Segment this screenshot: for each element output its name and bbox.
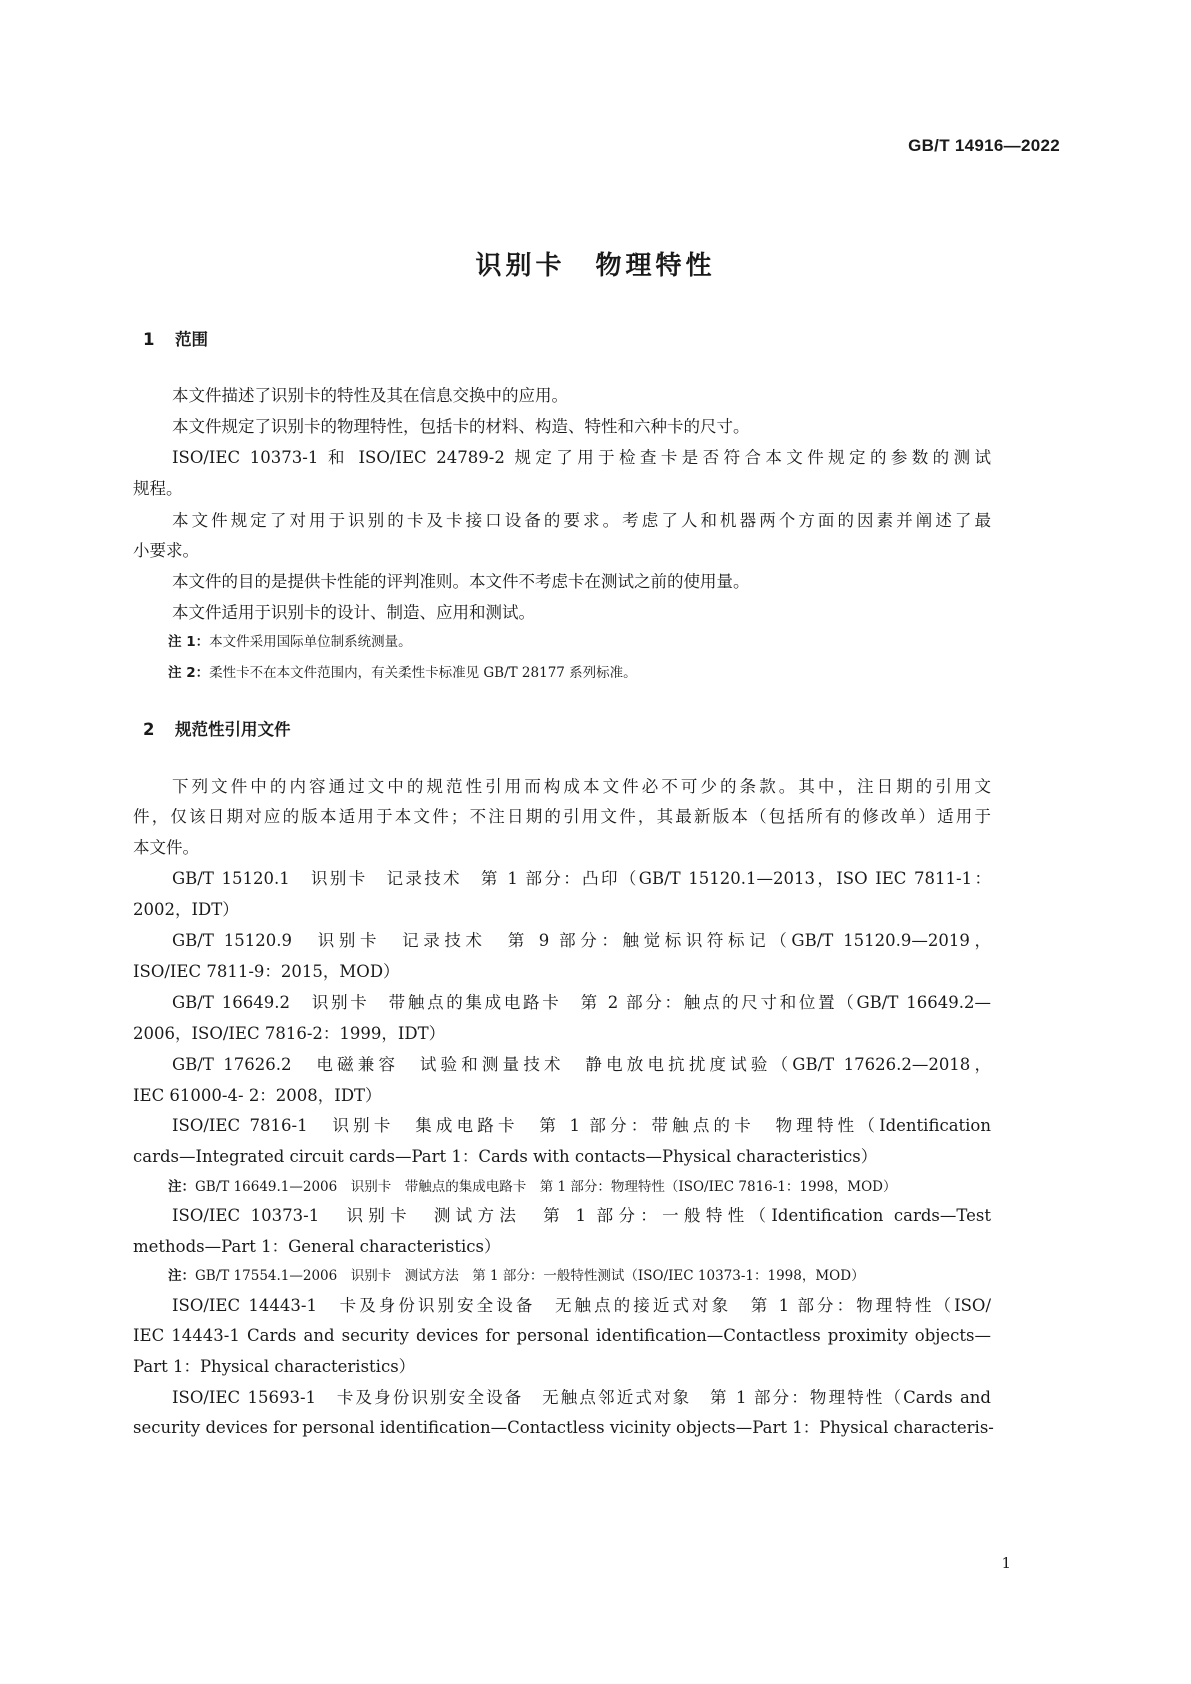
document-title: 识别卡 物理特性: [475, 251, 716, 281]
reference-note: [168, 1175, 897, 1195]
reference-line: IEC 14443-1 Cards and security devices for personal identification—Contactless proximity objects—: [133, 1326, 991, 1345]
reference-line: security devices for personal identification—Contactless vicinity objects—Part 1：Physical characteris-: [133, 1418, 994, 1437]
paragraph-line: ISO/IEC 10373-1 和 ISO/IEC 24789-2 规定了用于检查卡是否符合本文件规定的参数的测试: [172, 448, 991, 467]
reference-line: GB/T 17626.2 电磁兼容 试验和测量技术 静电放电抗扰度试验（GB/T 17626.2—2018，: [172, 1055, 991, 1074]
paragraph: 本文件的目的是提供卡性能的评判准则。本文件不考虑卡在测试之前的使用量。: [172, 572, 750, 591]
reference-line: IEC 61000-4- 2：2008，IDT）: [133, 1086, 382, 1105]
reference-line: ISO/IEC 10373-1 识别卡 测试方法 第 1 部分：一般特性（Identification cards—Test: [172, 1206, 991, 1225]
paragraph-line: 规程。: [133, 479, 183, 498]
reference-line: cards—Integrated circuit cards—Part 1：Cards with contacts—Physical characteristics）: [133, 1147, 878, 1166]
reference-line: methods—Part 1：General characteristics）: [133, 1237, 501, 1256]
reference-note: [168, 1264, 865, 1284]
note-text: 本文件采用国际单位制系统测量。: [209, 634, 412, 650]
paragraph-line: 下列文件中的内容通过文中的规范性引用而构成本文件必不可少的条款。其中，注日期的引用文: [172, 777, 991, 796]
reference-line: Part 1：Physical characteristics）: [133, 1357, 416, 1376]
paragraph-line: 件，仅该日期对应的版本适用于本文件；不注日期的引用文件，其最新版本（包括所有的修改单）适用于: [133, 807, 991, 826]
page-number: 1: [1001, 1554, 1011, 1572]
note-text: 柔性卡不在本文件范围内，有关柔性卡标准见 GB/T 28177 系列标准。: [209, 665, 637, 681]
paragraph: 本文件适用于识别卡的设计、制造、应用和测试。: [172, 603, 535, 622]
reference-line: ISO/IEC 7816-1 识别卡 集成电路卡 第 1 部分：带触点的卡 物理特性（Identification: [172, 1116, 991, 1135]
standard-code: GB/T 14916—2022: [908, 136, 1060, 155]
note-label: 注：: [168, 1268, 195, 1284]
reference-line: ISO/IEC 14443-1 卡及身份识别安全设备 无触点的接近式对象 第 1 部分：物理特性（ISO/: [172, 1296, 991, 1315]
reference-line: 2006，ISO/IEC 7816-2：1999，IDT）: [133, 1024, 446, 1043]
note-label: 注 2：: [168, 665, 210, 681]
note: [168, 661, 637, 681]
reference-line: 2002，IDT）: [133, 900, 239, 919]
section-number: 2: [143, 720, 155, 739]
section-1-heading: [143, 326, 208, 350]
note-text: GB/T 17554.1—2006 识别卡 测试方法 第 1 部分：一般特性测试（ISO/IEC 10373-1：1998，MOD）: [195, 1268, 865, 1284]
section-title: 规范性引用文件: [175, 720, 291, 739]
reference-line: ISO/IEC 15693-1 卡及身份识别安全设备 无触点邻近式对象 第 1 部分：物理特性（Cards and: [172, 1388, 991, 1407]
section-title: 范围: [175, 330, 208, 349]
section-2-heading: [143, 716, 291, 740]
reference-line: GB/T 15120.1 识别卡 记录技术 第 1 部分：凸印（GB/T 15120.1—2013，ISO IEC 7811-1：: [172, 869, 991, 888]
paragraph-line: 本文件规定了对用于识别的卡及卡接口设备的要求。考虑了人和机器两个方面的因素并阐述了最: [172, 511, 991, 530]
note-label: 注：: [168, 1179, 195, 1195]
reference-line: GB/T 15120.9 识别卡 记录技术 第 9 部分：触觉标识符标记（GB/T 15120.9—2019，: [172, 931, 991, 950]
section-number: 1: [143, 330, 155, 349]
paragraph-line: 小要求。: [133, 541, 199, 560]
note-label: 注 1：: [168, 634, 210, 650]
note: [168, 630, 412, 650]
reference-line: GB/T 16649.2 识别卡 带触点的集成电路卡 第 2 部分：触点的尺寸和位置（GB/T 16649.2—: [172, 993, 991, 1012]
paragraph: 本文件规定了识别卡的物理特性，包括卡的材料、构造、特性和六种卡的尺寸。: [172, 417, 750, 436]
reference-line: ISO/IEC 7811-9：2015，MOD）: [133, 962, 400, 981]
paragraph-line: 本文件。: [133, 838, 199, 857]
note-text: GB/T 16649.1—2006 识别卡 带触点的集成电路卡 第 1 部分：物理特性（ISO/IEC 7816-1：1998，MOD）: [195, 1179, 897, 1195]
paragraph: 本文件描述了识别卡的特性及其在信息交换中的应用。: [172, 386, 568, 405]
